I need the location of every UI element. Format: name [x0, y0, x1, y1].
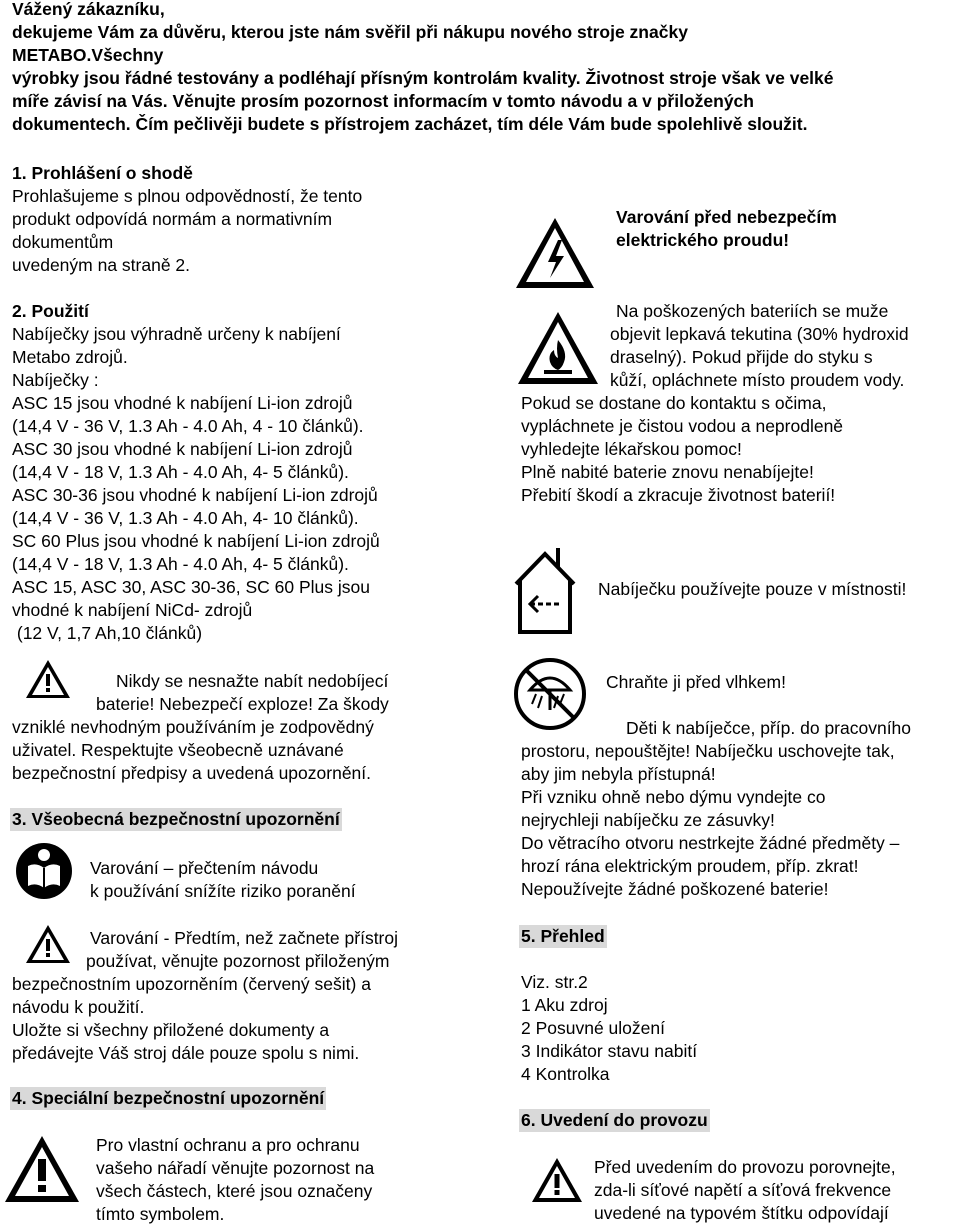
corrosive-text: kůží, opláchnete místo proudem vody. [610, 370, 905, 390]
children-text: Při vzniku ohně nebo dýmu vyndejte co [521, 787, 826, 807]
corrosive-text: vyhledejte lékařskou pomoc! [521, 439, 742, 459]
section-2-title: 2. Použití [12, 301, 89, 321]
section-1-text: produkt odpovídá normám a normativním [12, 209, 333, 229]
children-text: hrozí rána elektrickým proudem, příp. zkrat! [521, 856, 859, 876]
intro-line: výrobky jsou řádné testovány a podléhají přísným kontrolám kvality. Životnost stroje však ve velké [12, 68, 834, 88]
section-2-text: Nabíječky : [12, 370, 99, 390]
section-2-text: vhodné k nabíjení NiCd- zdrojů [12, 600, 253, 620]
section-2-text: (14,4 V - 36 V, 1.3 Ah - 4.0 Ah, 4 - 10 článků). [12, 416, 364, 436]
read-manual-text: k používání snížíte riziko poranění [90, 881, 356, 901]
section-5-text: 3 Indikátor stavu nabití [521, 1041, 698, 1061]
section-5-text: 4 Kontrolka [521, 1064, 610, 1084]
warning-icon [2, 1133, 82, 1205]
section-3-text: používat, věnujte pozornost přiloženým [86, 951, 390, 971]
section-2-text: ASC 30-36 jsou vhodné k nabíjení Li-ion zdrojů [12, 485, 378, 505]
electric-warning-text: elektrického proudu! [616, 230, 790, 250]
indoor-text: Nabíječku používejte pouze v místnosti! [598, 579, 907, 599]
section-2-text: (14,4 V - 18 V, 1.3 Ah - 4.0 Ah, 4- 5 článků). [12, 554, 349, 574]
section-1-title: 1. Prohlášení o shodě [12, 163, 193, 183]
intro-line: dekujeme Vám za důvěru, kterou jste nám svěřil při nákupu nového stroje značky [12, 22, 688, 42]
warning-icon [24, 923, 72, 965]
corrosive-text: draselný). Pokud přijde do styku s [610, 347, 873, 367]
children-text: prostoru, nepouštějte! Nabíječku uschovejte tak, [521, 741, 895, 761]
section-4-text: Pro vlastní ochranu a pro ochranu [96, 1135, 360, 1155]
section-2-text: (14,4 V - 18 V, 1.3 Ah - 4.0 Ah, 4- 5 článků). [12, 462, 349, 482]
section-1-text: Prohlašujeme s plnou odpovědností, že tento [12, 186, 363, 206]
electric-warning-text: Varování před nebezpečím [616, 207, 837, 227]
section-3-text: Varování - Předtím, než začnete přístroj [90, 928, 399, 948]
section-1-text: dokumentům [12, 232, 114, 252]
section-2-text: ASC 15 jsou vhodné k nabíjení Li-ion zdrojů [12, 393, 353, 413]
section-2-text: (12 V, 1,7 Ah,10 článků) [12, 623, 203, 643]
section-2-text: ASC 30 jsou vhodné k nabíjení Li-ion zdrojů [12, 439, 353, 459]
section-2-text: Nabíječky jsou výhradně určeny k nabíjení [12, 324, 341, 344]
corrosive-hazard-icon [516, 310, 600, 386]
section-3-text: předávejte Váš stroj dále pouze spolu s nimi. [12, 1043, 360, 1063]
children-text: Nepoužívejte žádné poškozené baterie! [521, 879, 829, 899]
section-2-text: (14,4 V - 36 V, 1.3 Ah - 4.0 Ah, 4- 10 článků). [12, 508, 359, 528]
section-6-title: 6. Uvedení do provozu [521, 1110, 708, 1130]
section-5-text: Viz. str.2 [521, 972, 588, 992]
indoor-use-icon [512, 544, 578, 642]
corrosive-text: Na poškozených bateriích se muže [616, 301, 889, 321]
section-4-text: všech částech, které jsou označeny [96, 1181, 373, 1201]
intro-line: METABO.Všechny [12, 45, 164, 65]
greeting: Vážený zákazníku, [12, 0, 165, 19]
corrosive-text: vypláchnete je čistou vodou a neprodleně [521, 416, 844, 436]
corrosive-text: Plně nabité baterie znovu nenabíjejte! [521, 462, 814, 482]
corrosive-text: Pokud se dostane do kontaktu s očima, [521, 393, 827, 413]
intro-line: míře závisí na Vás. Věnujte prosím pozornost informacím v tomto návodu a v přiložených [12, 91, 754, 111]
read-manual-text: Varování – přečtením návodu [90, 858, 319, 878]
moisture-text: Chraňte ji před vlhkem! [606, 672, 786, 692]
section-4-text: vašeho nářadí věnujte pozornost na [96, 1158, 375, 1178]
section-1-text: uvedeným na straně 2. [12, 255, 191, 275]
children-text: nejrychleji nabíječku ze zásuvky! [521, 810, 775, 830]
section-2-text: SC 60 Plus jsou vhodné k nabíjení Li-ion zdrojů [12, 531, 380, 551]
section-6-text: zda-li síťové napětí a síťová frekvence [594, 1180, 892, 1200]
corrosive-text: objevit lepkavá tekutina (30% hydroxid [610, 324, 909, 344]
corrosive-text: Přebití škodí a zkracuje životnost baterií! [521, 485, 836, 505]
children-text: aby jim nebyla přístupná! [521, 764, 716, 784]
section-3-title: 3. Všeobecná bezpečnostní upozornění [12, 809, 340, 829]
read-manual-icon [14, 842, 74, 900]
section-6-text: Před uvedením do provozu porovnejte, [594, 1157, 896, 1177]
no-moisture-icon [512, 656, 588, 732]
intro-line: dokumentech. Čím pečlivěji budete s přístrojem zacházet, tím déle Vám bude spolehlivě sloužit. [12, 114, 808, 134]
section-5-title: 5. Přehled [521, 926, 605, 946]
explosion-warning-text: bezpečnostní předpisy a uvedená upozornění. [12, 763, 372, 783]
warning-icon [24, 658, 72, 700]
children-text: Do větracího otvoru nestrkejte žádné předměty – [521, 833, 900, 853]
children-text: Děti k nabíječce, příp. do pracovního [626, 718, 912, 738]
section-2-text: ASC 15, ASC 30, ASC 30-36, SC 60 Plus jsou [12, 577, 370, 597]
section-2-text: Metabo zdrojů. [12, 347, 128, 367]
electric-hazard-icon [514, 216, 596, 290]
explosion-warning-text: uživatel. Respektujte všeobecně uznávané [12, 740, 344, 760]
warning-icon [530, 1156, 584, 1204]
section-6-text: uvedené na typovém štítku odpovídají [594, 1203, 889, 1223]
section-4-title: 4. Speciální bezpečnostní upozornění [12, 1088, 325, 1108]
section-5-text: 1 Aku zdroj [521, 995, 608, 1015]
explosion-warning-text: baterie! Nebezpečí exploze! Za škody [96, 694, 389, 714]
explosion-warning-text: vzniklé nevhodným používáním je zodpovědný [12, 717, 374, 737]
section-3-text: návodu k použití. [12, 997, 145, 1017]
section-3-text: Uložte si všechny přiložené dokumenty a [12, 1020, 330, 1040]
section-4-text: tímto symbolem. [96, 1204, 225, 1224]
section-5-text: 2 Posuvné uložení [521, 1018, 665, 1038]
section-3-text: bezpečnostním upozorněním (červený sešit) a [12, 974, 371, 994]
explosion-warning-text: Nikdy se nesnažte nabít nedobíjecí [116, 671, 389, 691]
